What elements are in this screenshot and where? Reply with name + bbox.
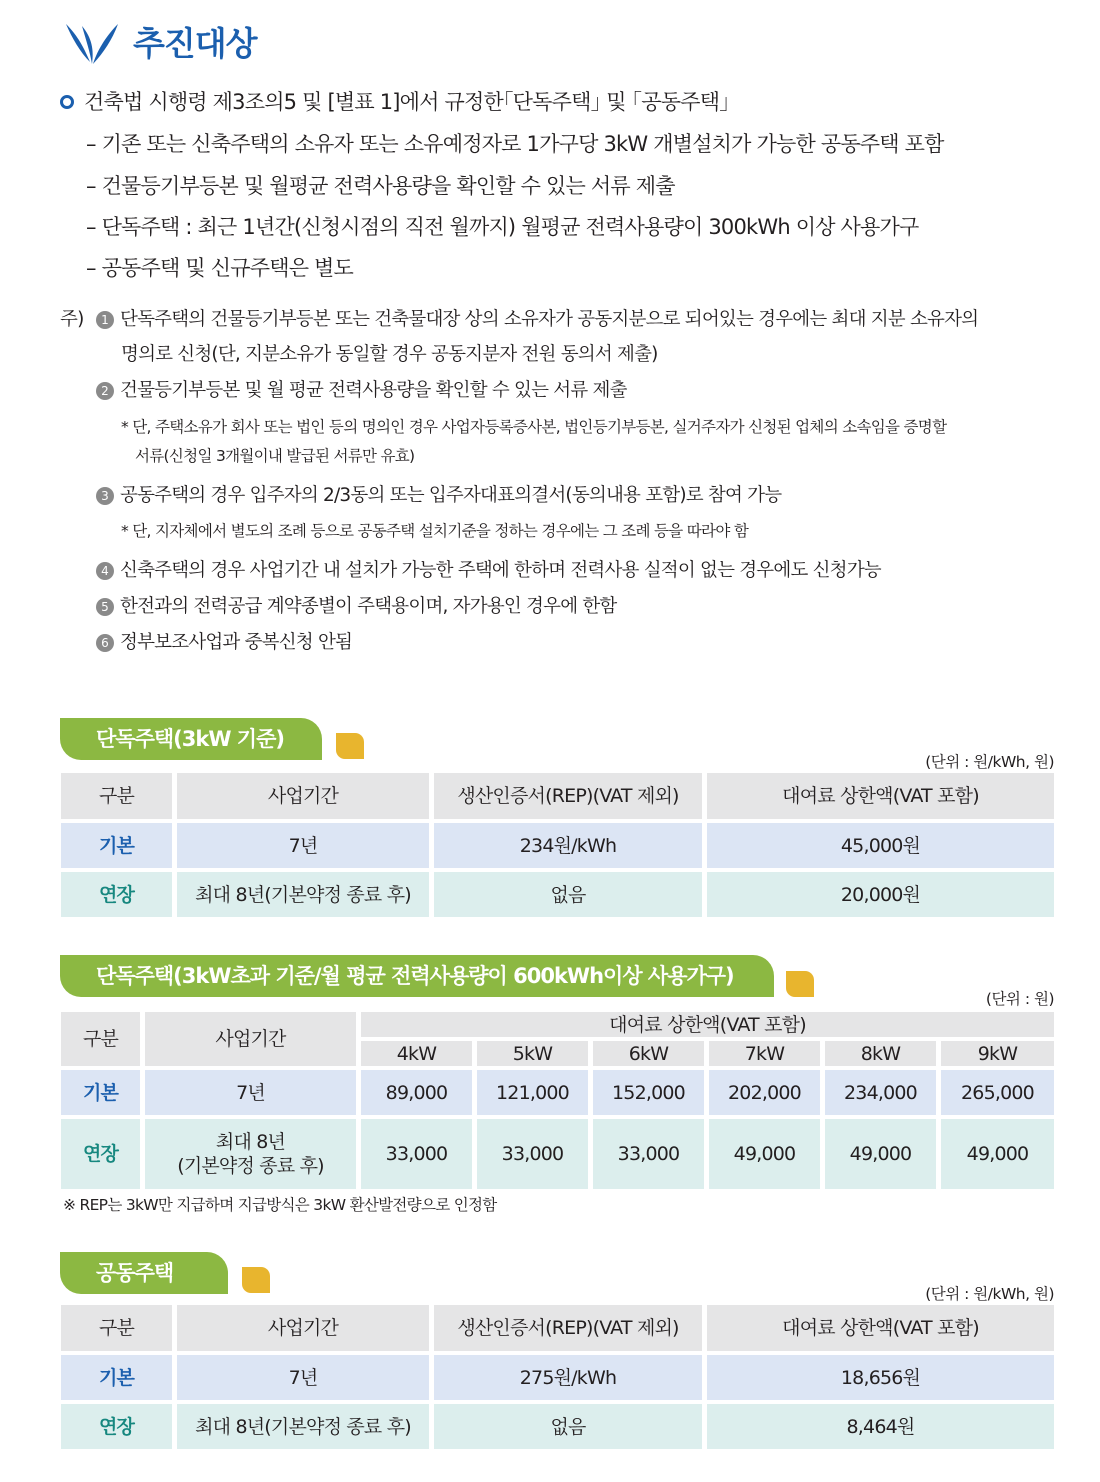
- note-4: [96, 558, 881, 584]
- table-cell: 33,000: [593, 1119, 704, 1189]
- tab-accent-icon: [242, 1267, 270, 1293]
- note-3-text: 공동주택의 경우 입주자의 2/3동의 또는 입주자대표의결서(동의내용 포함)로 참여 가능: [120, 485, 782, 506]
- period-line-2: (기본약정 종료 후): [177, 1155, 324, 1177]
- note-number-6: 6: [96, 634, 114, 652]
- note-3: [96, 483, 781, 509]
- table-cell: 152,000: [593, 1070, 704, 1115]
- intro-dash-2: – 건물등기부등본 및 월평균 전력사용량을 확인할 수 있는 서류 제출: [86, 174, 675, 198]
- table-cell: 275원/kWh: [434, 1355, 702, 1400]
- circle-bullet-icon: [60, 95, 74, 109]
- table-cell: 234원/kWh: [434, 823, 702, 868]
- row-label-basic: 기본: [61, 823, 172, 868]
- tab-accent-icon: [336, 733, 364, 759]
- table-header-cell: 대여료 상한액(VAT 포함): [361, 1012, 1054, 1037]
- table-cell: 265,000: [941, 1070, 1054, 1115]
- table-header-cell: 구분: [61, 773, 172, 819]
- note-number-2: 2: [96, 382, 114, 400]
- table-cell: 121,000: [477, 1070, 588, 1115]
- intro-bullet: 건축법 시행령 제3조의5 및 [별표 1]에서 규정한｢단독주택｣ 및 ｢공동주택｣: [84, 90, 729, 114]
- note-5-text: 한전과의 전력공급 계약종별이 주택용이며, 자가용인 경우에 한함: [120, 596, 617, 617]
- section-tab-apartment: 공동주택: [60, 1252, 228, 1294]
- row-label-extension: 연장: [61, 872, 172, 917]
- note-2-text: 건물등기부등본 및 월 평균 전력사용량을 확인할 수 있는 서류 제출: [120, 380, 627, 401]
- table-cell: 234,000: [825, 1070, 936, 1115]
- unit-label-1: (단위 : 원/kWh, 원): [925, 753, 1054, 771]
- note-1-text: 단독주택의 건물등기부등본 또는 건축물대장 상의 소유자가 공동지분으로 되어있는 경우에는 최대 지분 소유자의: [120, 309, 979, 330]
- note-2-sub-b: 서류(신청일 3개월이내 발급된 서류만 유효): [135, 447, 415, 465]
- leaf-logo-icon: [62, 22, 120, 68]
- kw-header-cell: 6kW: [593, 1041, 704, 1066]
- note-2: [96, 378, 627, 404]
- table-header-cell: 생산인증서(REP)(VAT 제외): [434, 773, 702, 819]
- note-number-4: 4: [96, 562, 114, 580]
- table-header-cell: 사업기간: [145, 1012, 356, 1066]
- table-cell: 49,000: [941, 1119, 1054, 1189]
- intro-dash-3: – 단독주택 : 최근 1년간(신청시점의 직전 월까지) 월평균 전력사용량이 300kWh 이상 사용가구: [86, 215, 919, 239]
- intro-dash-4: – 공동주택 및 신규주택은 별도: [86, 256, 354, 280]
- table-header-cell: 사업기간: [177, 773, 429, 819]
- section-tab-detached-over-3kw: 단독주택(3kW초과 기준/월 평균 전력사용량이 600kWh이상 사용가구): [60, 955, 774, 997]
- page-title: 추진대상: [133, 24, 257, 63]
- tab-accent-icon: [786, 971, 814, 997]
- note-3-sub: * 단, 지자체에서 별도의 조례 등으로 공동주택 설치기준을 정하는 경우에는 그 조례 등을 따라야 함: [121, 522, 749, 540]
- note-5: [96, 594, 616, 620]
- table-cell: 45,000원: [707, 823, 1054, 868]
- kw-header-cell: 7kW: [709, 1041, 820, 1066]
- period-line-1: 최대 8년: [215, 1131, 286, 1153]
- table-cell: 202,000: [709, 1070, 820, 1115]
- table-cell: 49,000: [825, 1119, 936, 1189]
- table-header-cell: 대여료 상한액(VAT 포함): [707, 773, 1054, 819]
- note-6-text: 정부보조사업과 중복신청 안됨: [120, 632, 353, 653]
- row-label-basic: 기본: [61, 1070, 140, 1115]
- table-cell: 7년: [177, 823, 429, 868]
- note-1-cont: 명의로 신청(단, 지분소유가 동일할 경우 공동지분자 전원 동의서 제출): [121, 344, 658, 365]
- table-header-cell: 생산인증서(REP)(VAT 제외): [434, 1305, 702, 1351]
- table-cell: 8,464원: [707, 1404, 1054, 1449]
- kw-header-cell: 9kW: [941, 1041, 1054, 1066]
- unit-label-3: (단위 : 원/kWh, 원): [925, 1285, 1054, 1303]
- note-6: [96, 630, 352, 656]
- row-label-extension: 연장: [61, 1404, 172, 1449]
- table-cell: 없음: [434, 872, 702, 917]
- note-2-sub-a: * 단, 주택소유가 회사 또는 법인 등의 명의인 경우 사업자등록증사본, 법인등기부등본, 실거주자가 신청된 업체의 소속임을 증명할: [121, 418, 947, 436]
- kw-header-cell: 5kW: [477, 1041, 588, 1066]
- table-header-cell: 사업기간: [177, 1305, 429, 1351]
- unit-label-2: (단위 : 원): [985, 990, 1054, 1008]
- table-cell: [145, 1119, 356, 1189]
- table-header-cell: 구분: [61, 1012, 140, 1066]
- table-cell: 최대 8년(기본약정 종료 후): [177, 872, 429, 917]
- intro-dash-1: – 기존 또는 신축주택의 소유자 또는 소유예정자로 1가구당 3kW 개별설치가 가능한 공동주택 포함: [86, 132, 944, 156]
- kw-header-cell: 4kW: [361, 1041, 472, 1066]
- row-label-extension: 연장: [61, 1119, 140, 1189]
- table-cell: 33,000: [361, 1119, 472, 1189]
- table-footnote: ※ REP는 3kW만 지급하며 지급방식은 3kW 환산발전량으로 인정함: [63, 1196, 497, 1214]
- table-cell: 33,000: [477, 1119, 588, 1189]
- table-header-cell: 구분: [61, 1305, 172, 1351]
- table-cell: 7년: [145, 1070, 356, 1115]
- table-header-cell: 대여료 상한액(VAT 포함): [707, 1305, 1054, 1351]
- table-cell: 18,656원: [707, 1355, 1054, 1400]
- table-cell: 49,000: [709, 1119, 820, 1189]
- table-cell: 7년: [177, 1355, 429, 1400]
- table-cell: 없음: [434, 1404, 702, 1449]
- table-cell: 최대 8년(기본약정 종료 후): [177, 1404, 429, 1449]
- note-number-5: 5: [96, 598, 114, 616]
- note-4-text: 신축주택의 경우 사업기간 내 설치가 가능한 주택에 한하며 전력사용 실적이 없는 경우에도 신청가능: [120, 560, 881, 581]
- note-1: [96, 307, 978, 333]
- kw-header-cell: 8kW: [825, 1041, 936, 1066]
- table-cell: 20,000원: [707, 872, 1054, 917]
- table-cell: 89,000: [361, 1070, 472, 1115]
- notes-prefix: 주): [60, 309, 84, 330]
- section-tab-detached-3kw: 단독주택(3kW 기준): [60, 718, 322, 760]
- row-label-basic: 기본: [61, 1355, 172, 1400]
- note-number-1: 1: [96, 311, 114, 329]
- note-number-3: 3: [96, 487, 114, 505]
